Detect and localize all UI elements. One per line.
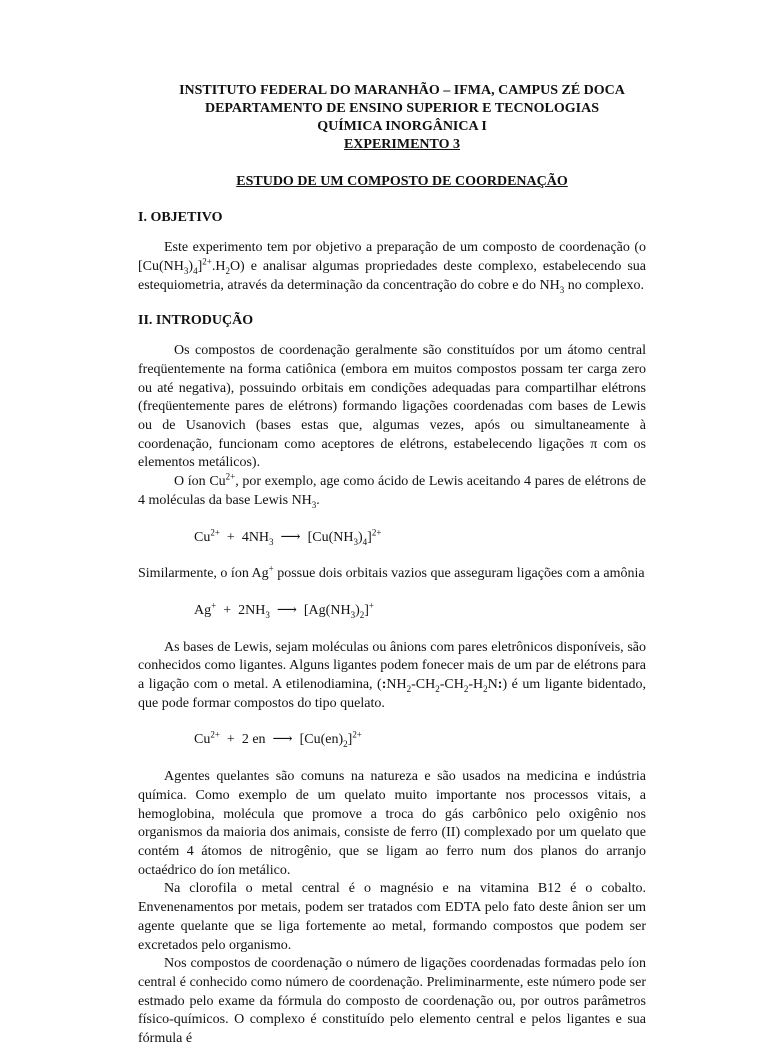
- paragraph-intro-4: As bases de Lewis, sejam moléculas ou ânions com pares eletrônicos disponíveis, são conhecidos como ligantes. Alguns ligantes podem fonecer mais de um par de elétrons para a ligação com o metal. A etilenodiamina, $(:NH_2-CH_2-CH_2-H_2N:)$ é um ligante bidentado, que pode formar compostos do tipo quelato.: [138, 639, 646, 711]
- paragraph-intro-3: Similarmente, o íon Ag+ possue dois orbitais vazios que asseguram ligações com a amônia: [138, 563, 645, 582]
- section-heading-objetivo: I. OBJETIVO: [138, 209, 223, 225]
- course-name: QUÍMICA INORGÂNICA I: [317, 119, 487, 134]
- paragraph-intro-6: Na clorofila o metal central é o magnésio e na vitamina B12 é o cobalto. Envenenamentos por metais, podem ser tratados com EDTA pelo fato deste ânion ser um agente quelante que se liga fortemente ao metal, formando compostos que podem ser excretados pelo organismo.: [138, 881, 646, 953]
- paragraph-intro-5: Agentes quelantes são comuns na natureza e são usados na medicina e indústria química. Como exemplo de um quelato muito importante nos processos vitais, a hemoglobina, molécula que promove a troca do gás carbônico pelo oxigênio nos organismos da maioria dos animais, consiste de ferro (II) complexado por um quelato que contém 4 átomos de nitrogênio, que se ligam ao ferro num dos planos do arranjo octaédrico do íon metálico.: [138, 769, 646, 878]
- paragraph-intro-1: Os compostos de coordenação geralmente são constituídos por um átomo central freqüentemente na forma catiônica (embora em muitos compostos possam ter carga zero ou até negativa), possuindo orbitais em condições adequadas para compartilhar elétrons (freqüentemente pares de elétrons) formando ligações coordenadas com bases de Lewis ou de Usanovich (bases estas que, algumas vezes, após ou simultaneamente à coordenação, funcionam como aceptores de elétrons, estabelecendo ligações π com os elementos metálicos).: [138, 343, 646, 471]
- paragraph-intro-2: O íon $Cu^{2+}$, por exemplo, age como ácido de Lewis aceitando 4 pares de elétrons de 4 moléculas da base Lewis $NH_3$.: [138, 471, 646, 510]
- paragraph-intro-7: Nos compostos de coordenação o número de ligações coordenadas formadas pelo íon central é conhecido como número de coordenação. Preliminarmente, este número pode ser estmado pelo exame da fórmula do composto de coordenação ou, por outros parâmetros físico-químicos. O complexo é constituído pelo elemento central e pelos ligantes e sua fórmula é: [138, 956, 646, 1047]
- institution-name: INSTITUTO FEDERAL DO MARANHÃO – IFMA, CAMPUS ZÉ DOCA: [179, 83, 625, 98]
- equation-silver-ammonia: $Ag^+ + 2NH_3$ ⟶ $[Ag(NH_3)_2]^+$: [194, 600, 374, 620]
- equation-copper-ammonia: $Cu^{2+} + 4NH_3$ ⟶ $[Cu(NH_3)_4]^{2+}$: [194, 526, 382, 547]
- department-name: DEPARTAMENTO DE ENSINO SUPERIOR E TECNOLOGIAS: [204, 101, 600, 116]
- experiment-number: EXPERIMENTO 3: [343, 137, 461, 152]
- equation-copper-en: $Cu^{2+} + 2$ en ⟶ $[Cu(en)_2]^{2+}$: [194, 729, 362, 750]
- paragraph-objetivo: Este experimento tem por objetivo a preparação de um composto de coordenação (o $[Cu(NH_3)_4]^{2+}.H_2O$) e analisar algumas propriedades deste complexo, estabelecendo sua estequiometria, através da determinação da concentração do cobre e do $NH_3$ no complexo.: [138, 240, 646, 295]
- document-title: ESTUDO DE UM COMPOSTO DE COORDENAÇÃO: [236, 174, 568, 189]
- document-header: [158, 82, 646, 154]
- section-heading-introducao: II. INTRODUÇÃO: [138, 312, 254, 328]
